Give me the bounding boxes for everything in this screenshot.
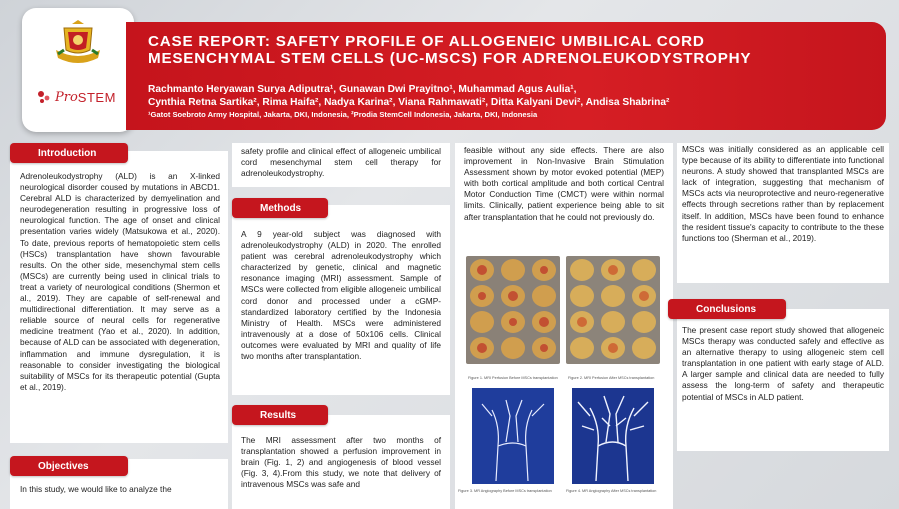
figure-4-caption: Figure 4. MR Angiography After MSCs transplantation xyxy=(566,489,657,493)
figure-1-caption: Figure 1. MRI Perfusion Before MSCs transplantation xyxy=(468,376,558,380)
objectives-heading: Objectives xyxy=(10,456,128,476)
objectives-cont-text: safety profile and clinical effect of allogeneic umbilical cord mesenchymal stem cell therapy for adrenoleukodystrophy. xyxy=(241,146,441,179)
methods-heading: Methods xyxy=(232,198,328,218)
column-4 xyxy=(677,143,889,509)
objectives-text: In this study, we would like to analyze the xyxy=(20,484,172,494)
prostem-mark-icon xyxy=(36,89,52,105)
column-1 xyxy=(10,143,228,509)
prostem-logo xyxy=(36,84,126,110)
conclusions-text: The present case report study showed that allogeneic MSCs therapy was conducted safely and effective as an alternative therapy to using allogeneic stem cell transplantation in one patient with early stage of ALD. A larger sample and clinical data are needed to fully assess the long-term of safety and therapeutic potential of MSCs in ALD patient. xyxy=(682,325,884,402)
title-line-1: CASE REPORT: SAFETY PROFILE OF ALLOGENEIC UMBILICAL CORD xyxy=(148,33,705,50)
column-2 xyxy=(232,143,450,509)
logo-panel xyxy=(22,8,134,132)
author-list xyxy=(148,83,878,109)
title-line-2: MESENCHYMAL STEM CELLS (UC-MSCS) FOR ADRENOLEUKODYSTROPHY xyxy=(148,50,752,67)
figure-2-mri-after xyxy=(566,256,660,364)
angiography-icon xyxy=(566,386,660,486)
figure-3-caption: Figure 3. MR Angiography Before MSCs transplantation xyxy=(458,489,552,493)
methods-text: A 9 year-old subject was diagnosed with adrenoleukodystrophy (ALD) in 2020. The enrolled patient was cerebral adrenoleukodystrophy which characterized by genetic, clinical and magnetic resonance imaging (MRI) assessment. Sample of MSCs were collected from eligible allogeneic umbilical cord donor and processed under a cGMP-standardized laboratory certified by the Indonesia Ministry of Health. MSCs were administered intravenously at a dose of 50x106 cells. Clinical outcomes were evaluated by MRI and quality of life two months after transplantation. xyxy=(241,229,441,362)
results-heading: Results xyxy=(232,405,328,425)
results-text: The MRI assessment after two months of transplantation showed a perfusion improvement in brain (Fig. 1, 2) and angiogenesis of blood vessel (Fig. 3, 4).From this study, we note that delivery of intravenous MSCs was safe and xyxy=(241,435,441,490)
angiography-icon xyxy=(466,386,560,486)
discussion-text: MSCs was initially considered as an applicable cell type because of its ability to differentiate into functional neurons. A study showed that transplanted MSCs are lack of integration, suggesting that mechanism of MSCs acts via neuroprotective and neuro-regenerative effects through secretions rather than by replacement itself. In addition, MSCs have been found to enhance the resident tissue's capacity to contribute to the these functions too (Sherman et al., 2019). xyxy=(682,144,884,243)
affiliations: ¹Gatot Soebroto Army Hospital, Jakarta, DKI, Indonesia, ²Prodia StemCell Indonesia, Jakarta, DKI, Indonesia xyxy=(148,110,538,119)
results-cont-text: feasible without any side effects. There are also improvement in Non-Invasive Brain Stimulation Assessment shown by motor evoked potential (MEP) with both cortical amplitude and both cortical Central Motor Conduction Time (CMCT) were within normal limits. Clinically, patient experience being able to sit after transplantation that he could not previously do. xyxy=(464,145,664,222)
conclusions-heading: Conclusions xyxy=(668,299,786,319)
figure-4-angiography-after xyxy=(566,386,660,486)
authors-line-1: Rachmanto Heryawan Surya Adiputra¹, Gunawan Dwi Prayitno¹, Muhammad Agus Aulia¹, xyxy=(148,84,577,95)
introduction-heading: Introduction xyxy=(10,143,128,163)
figure-2-caption: Figure 2. MRI Perfusion After MSCs transplantation xyxy=(568,376,655,380)
figure-1-mri-before xyxy=(466,256,560,364)
poster-title xyxy=(148,33,878,67)
mri-perfusion-icon xyxy=(566,256,660,364)
introduction-text: Adrenoleukodystrophy (ALD) is an X-linked neurological disorder coused by mutations in ABCD1. Cerebral ALD is characterized by demyelination and neurodegeneration resulting in progressive loss of neurological function. The age of onset and clinical presentation varies widely (Matsukowa et al., 2020). To date, previous reports of hematopoietic stem cells (HSCs) transplantation have shown favourable results. On the other side, mesenchymal stem cells (MSCs) are currently being used in clinical trials to treat a variety of neurological conditions (Shermon et al., 2019). They are capable of self-renewal and multidirectional differentiation. It may serve as a reliable source of neural cells for regenerative medicine treatment (Yao et al., 2020). In addition, because of ALD can be associated with degeneration, inflammation and immune dysregulation, it is reasonable to consider investigating the biological suitability of MSCs for its therapeutic potential (Gupta et al., 2019). xyxy=(20,171,220,392)
brand-stem-text: STEM xyxy=(77,89,116,105)
authors-line-2: Cynthia Retna Sartika², Rima Haifa², Nadya Karina², Viana Rahmawati², Ditta Kalyani Devi², Andisa Shabrina² xyxy=(148,97,670,108)
figure-3-angiography-before xyxy=(466,386,560,486)
army-emblem-icon xyxy=(50,20,106,68)
mri-perfusion-icon xyxy=(466,256,560,364)
brand-pro-text: Pro xyxy=(55,89,78,105)
